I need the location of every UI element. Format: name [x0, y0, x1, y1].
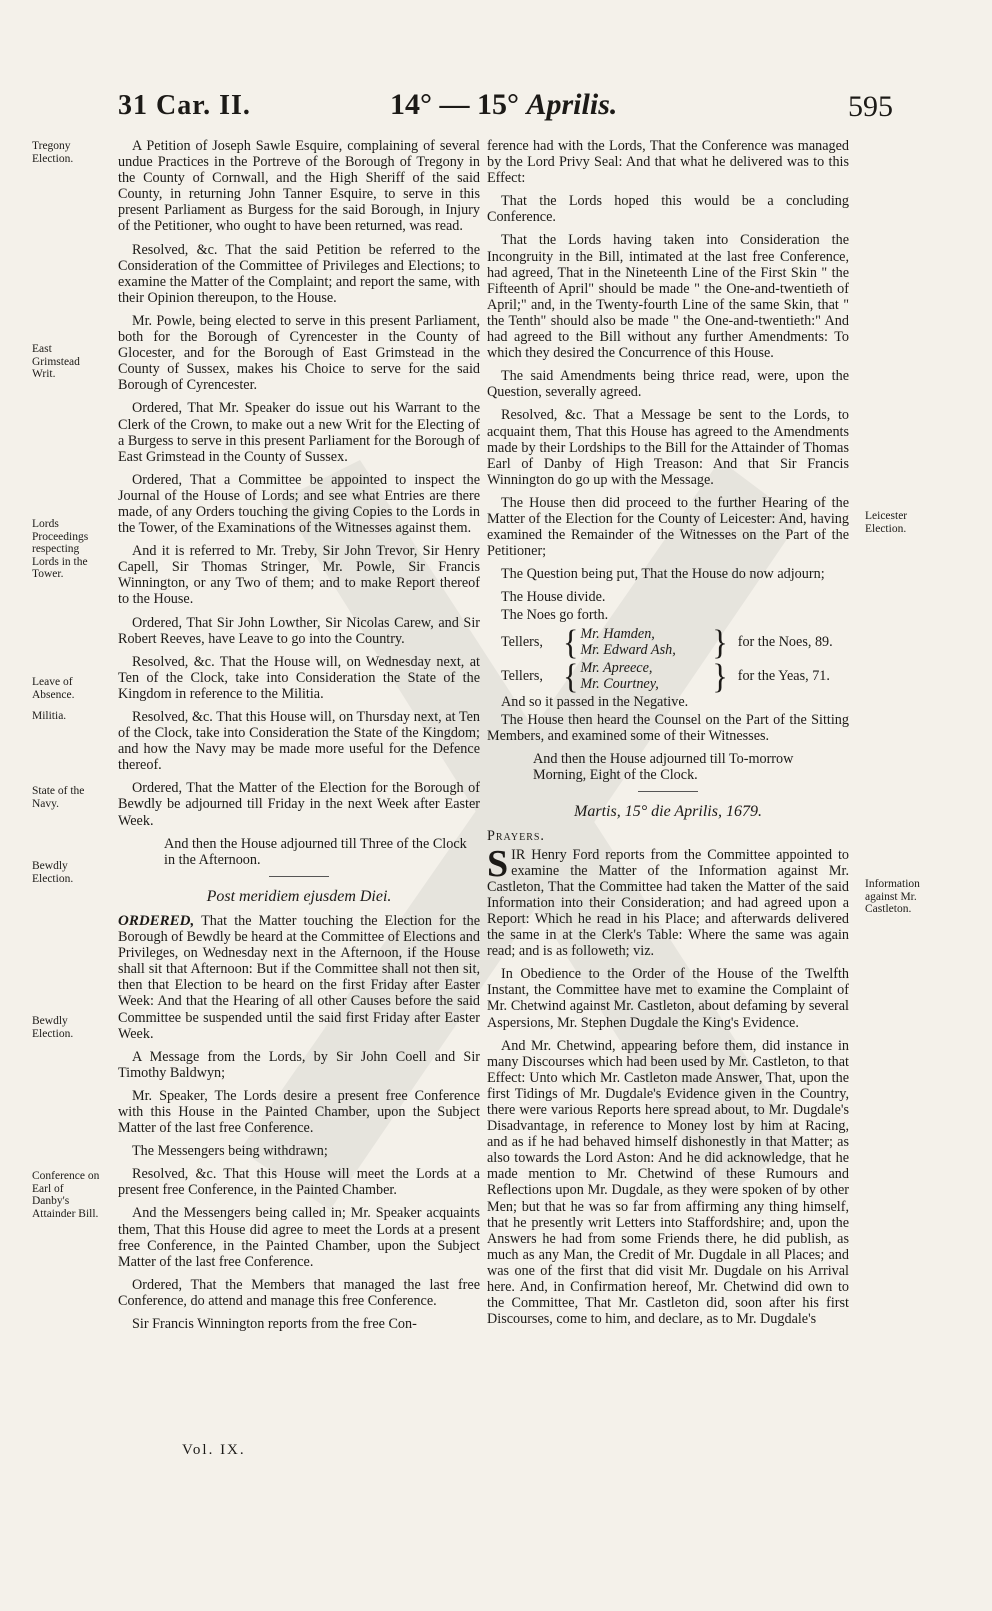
tellers-result: for the Noes, 89.: [737, 633, 833, 650]
paragraph: And the Messengers being called in; Mr. Speaker acquaints them, That this House did agree to meet the Lords at a present free Conference, in the Painted Chamber, upon the Subject Matter of the last free Conference.: [118, 1205, 480, 1270]
section-heading-afternoon: Post meridiem ejusdem Diei.: [206, 887, 392, 905]
margin-note-bewdly-1: Bewdly Election.: [32, 860, 74, 885]
ordered-word: ORDERED,: [118, 912, 195, 929]
margin-note-east-grimstead: East Grimstead Writ.: [32, 343, 80, 380]
paragraph: And Mr. Chetwind, appearing before them, did instance in many Discourses which had been used by Mr. Castleton, to that Effect: Unto which Mr. Castleton made Answer, That, upon the first Tidings of Mr. Dugdale's Evidence given in the Country, there were various Reports here spread about, to Mr. Dugdale's Disadvantage, in reference to Money lost by him at Racing, and as if he had behaved himself dishonestly in that Matter; as also towards the Lord Aston: And he did acknowledge, that he made mention to Mr. Chetwind of these Rumours and Reflections upon Mr. Dugdale, as they were spoken of by other Men; but that he was so far from affirming any thing himself, that he presently writ Letters into Staffordshire; and, upon the Answers he had from some Friends there, he did publish, as much as any Man, the Credit of Mr. Dugdale in all Places; and was one of the first that did visit Mr. Dugdale on his Arrival here. And, in Confirmation hereof, Mr. Chetwind did own to the Committee, That Mr. Castleton did, soon after his first Discourses, come to him, and declare, as to Mr. Dugdale's: [487, 1037, 849, 1328]
paragraph: Mr. Powle, being elected to serve in this present Parliament, both for the Borough of Cyrencester in the County of Glocester, and for the Borough of East Grimstead in the County of Sussex, makes his Choice to serve for the said Borough of Cyrencester.: [118, 312, 480, 394]
adjournment-line: And then the House adjourned till Three of the Clock in the Afternoon.: [164, 835, 467, 868]
right-column: [487, 138, 849, 1334]
paragraph: In Obedience to the Order of the House of the Twelfth Instant, the Committee have met to examine the Complaint of Mr. Chetwind against Mr. Castleton, about defaming by several Aspersions, Mr. Stephen Dugdale the King's Evidence.: [487, 966, 849, 1031]
paragraph: A Petition of Joseph Sawle Esquire, complaining of several undue Practices in the Portreve of the Borough of Tregony in the County of Cornwall, and the High Sheriff of the said County, in returning John Tanner Esquire, to serve in this present Parliament as Burgess for the said Borough, in Injury of the Petitioner, who ought to have been returned, was read.: [118, 138, 480, 235]
paragraph: And so it passed in the Negative.: [501, 693, 689, 710]
paragraph: Ordered, That the Matter of the Election for the Borough of Bewdly be adjourned till Friday in the next Week after Easter Week.: [118, 780, 480, 829]
margin-note-leave-of-absence: Leave of Absence.: [32, 676, 75, 701]
margin-note-danby-conference: Conference on Earl of Danby's Attainder Bill.: [32, 1170, 100, 1220]
paragraph: The House then did proceed to the further Hearing of the Matter of the Election for the County of Leicester: And, having examined the Remainder of the Witnesses on the Part of the Petitioner;: [487, 494, 849, 560]
margin-note-tregony: Tregony Election.: [32, 140, 74, 165]
margin-note-militia: Militia.: [32, 710, 67, 722]
brace-close: }: [712, 656, 728, 696]
paragraph: The Noes go forth.: [501, 607, 609, 624]
margin-note-navy: State of the Navy.: [32, 785, 85, 810]
prayers-label: Prayers.: [487, 828, 545, 845]
left-column: [118, 138, 480, 1339]
paragraph: Ordered, That Mr. Speaker do issue out his Warrant to the Clerk of the Crown, to make out a new Writ for the Electing of a Burgess to serve in this present Parliament for the Borough of East Grimstead in the County of Sussex.: [118, 400, 480, 465]
drop-cap: S: [487, 842, 509, 885]
paragraph: Ordered, That a Committee be appointed to inspect the Journal of the House of Lords; and see what Entries are there made, of any Orders touching the giving Copies to the Lords in the Tower, of the Examinations of the Witnesses against them.: [118, 471, 480, 537]
teller-name: Mr. Apreece,: [580, 659, 653, 676]
page-number: 595: [848, 90, 893, 123]
header-month: Aprilis.: [526, 88, 618, 121]
header-date: [390, 88, 617, 122]
header-date-numbers: 14° — 15°: [390, 88, 519, 121]
volume-footer: Vol. IX.: [182, 1442, 246, 1458]
brace-open: {: [563, 656, 579, 696]
adjournment-line: And then the House adjourned till To-morrow Morning, Eight of the Clock.: [533, 751, 794, 784]
teller-names: [580, 660, 710, 692]
section-divider: [638, 791, 698, 792]
margin-note-castleton: Information against Mr. Castleton.: [865, 878, 920, 915]
section-heading-martis: Martis, 15° die Aprilis, 1679.: [574, 803, 762, 821]
header-session: 31 Car. II.: [118, 90, 251, 121]
teller-name: Mr. Hamden,: [580, 625, 655, 642]
paragraph: Resolved, &c. That this House will meet the Lords at a present free Conference, in the Painted Chamber.: [118, 1166, 480, 1199]
paragraph: Resolved, &c. That the House will, on Wednesday next, at Ten of the Clock, take into Consideration the State of the Kingdom in reference to the Militia.: [118, 653, 480, 702]
tellers-label: Tellers,: [501, 667, 543, 684]
paragraph: ference had with the Lords, That the Conference was managed by the Lord Privy Seal: And that what he delivered was to this Effect:: [487, 138, 849, 187]
paragraph-report: [487, 842, 849, 960]
paragraph: The House divide.: [501, 589, 606, 606]
paragraph: A Message from the Lords, by Sir John Coell and Sir Timothy Baldwyn;: [118, 1048, 480, 1081]
paragraph: Resolved, &c. That a Message be sent to the Lords, to acquaint them, That this House has agreed to the Amendments made by their Lordships to the Bill for the Attainder of Thomas Earl of Danby of High Treason: And that Sir Francis Winnington do go up with the Message.: [487, 407, 849, 488]
paragraph: Ordered, That the Members that managed the last free Conference, do attend and manage this free Conference.: [118, 1276, 480, 1309]
teller-name: Mr. Edward Ash,: [580, 641, 676, 658]
paragraph: The said Amendments being thrice read, were, upon the Question, severally agreed.: [487, 368, 849, 401]
paragraph: The Messengers being withdrawn;: [132, 1143, 328, 1160]
paragraph: That the Lords hoped this would be a concluding Conference.: [487, 193, 849, 226]
paragraph-ordered: [118, 913, 480, 1042]
paragraph: Resolved, &c. That this House will, on Thursday next, at Ten of the Clock, take into Consideration the State of the Kingdom; and how the Navy may be made more useful for the Defence thereof.: [118, 709, 480, 774]
tellers-result: for the Yeas, 71.: [737, 667, 830, 684]
paragraph: Mr. Speaker, The Lords desire a present free Conference with this House in the Painted Chamber, upon the Subject Matter of the last free Conference.: [118, 1087, 480, 1137]
margin-note-bewdly-2: Bewdly Election.: [32, 1015, 74, 1040]
paragraph: Resolved, &c. That the said Petition be referred to the Consideration of the Committee of Privileges and Elections; to examine the Matter of the Complaint; and report the same, with their Opinion thereupon, to the House.: [118, 241, 480, 306]
tellers-yeas: [501, 656, 849, 696]
teller-names: [580, 626, 710, 658]
teller-name: Mr. Courtney,: [580, 675, 659, 692]
tellers-noes: [501, 621, 849, 662]
brace-close: }: [712, 621, 728, 662]
tellers-label: Tellers,: [501, 633, 543, 650]
paragraph: The Question being put, That the House do now adjourn;: [501, 566, 825, 583]
paragraph: The House then heard the Counsel on the Part of the Sitting Members, and examined some of their Witnesses.: [487, 712, 849, 745]
ordered-text: That the Matter touching the Election for the Borough of Bewdly be heard at the Committee of Elections and Privileges, on Wednesday next in the Afternoon, if the House shall sit that Afternoon: But if the Committee shall not then sit, then that Election to be heard on the first Friday after Easter Week: And that the Hearing of all other Causes before the said Committee be suspended until the said first Friday after Easter Week.: [118, 912, 481, 1042]
report-text: IR Henry Ford reports from the Committee appointed to examine the Matter of the Information against Mr. Castleton, That the Committee had taken the Matter of the said Information into their Consideration; and had agreed upon a Report: Which he read in his Place; and afterwards delivered the same in at the Clerk's Table: Where the same was again read; and is as followeth; viz.: [487, 846, 849, 960]
page-header: [0, 86, 992, 136]
paragraph: That the Lords having taken into Consideration the Incongruity in the Bill, intimated at the last free Conference, had agreed, That in the Nineteenth Line of the First Skin " the Fifteenth of April" should be made " the One-and-twentieth of April;" and, in the Twenty-fourth Line of the same Skin, that " the Tenth" should also be made " the One-and-twentieth:" And had agreed to the Bill without any further Amendments: To which they desired the Concurrence of this House.: [487, 232, 849, 362]
paragraph: Ordered, That Sir John Lowther, Sir Nicolas Carew, and Sir Robert Reeves, have Leave to go into the Country.: [118, 614, 480, 647]
section-divider: [269, 876, 329, 877]
margin-note-lords-proceedings: Lords Proceedings respecting Lords in the Tower.: [32, 518, 89, 580]
margin-note-leicester: Leicester Election.: [865, 510, 908, 535]
paragraph: Sir Francis Winnington reports from the free Con-: [132, 1316, 417, 1332]
paragraph: And it is referred to Mr. Treby, Sir John Trevor, Sir Henry Capell, Sir Thomas Stringer, Mr. Powle, Sir Francis Winnington, or any Two of them; and to make Report thereof to the House.: [118, 543, 480, 608]
brace-open: {: [563, 621, 579, 662]
